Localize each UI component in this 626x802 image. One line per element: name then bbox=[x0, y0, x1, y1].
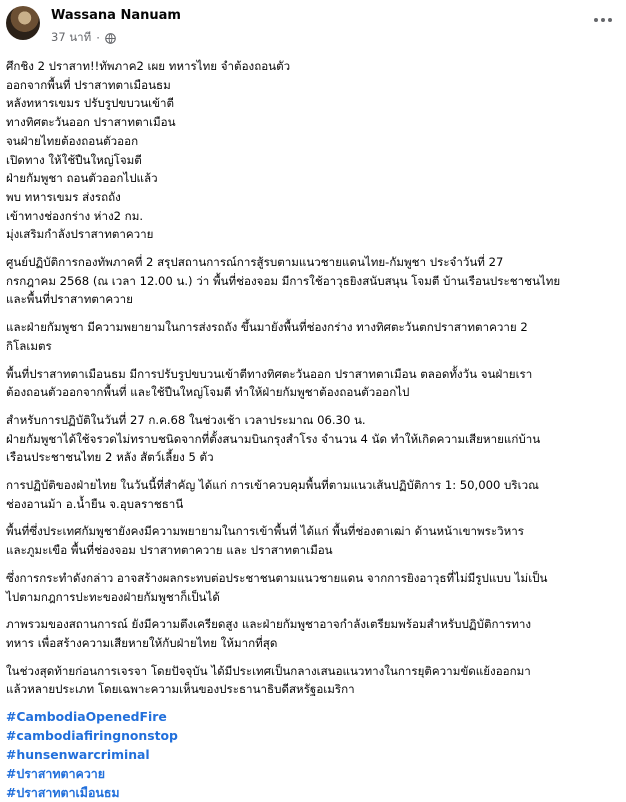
post-headline: ศึกชิง 2 ปราสาท!!ทัพภาค2 เผย ทหารไทย จำต้องถอนตัว ออกจากพื้นที่ ปราสาทตาเมือนธม หลังทหารเขมร ปรับรูปขบวนเข้าตี ทางทิศตะวันออก ปราสาทตาเมือน จนฝ่ายไทยต้องถอนตัวออก เปิดทาง ให้ใช้ปืนใหญ่โจมตี ฝ่ายกัมพูชา ถอนตัวออกไปแล้ว พบ ทหารเขมร ส่งรถถัง เข้าทางช่องกร่าง ห่าง2 กม. มุ่งเสริมกำลังปราสาทตาควาย bbox=[6, 59, 291, 242]
post-body bbox=[6, 57, 618, 802]
post-paragraph: สำหรับการปฏิบัติในวันที่ 27 ก.ค.68 ในช่วงเช้า เวลาประมาณ 06.30 น. ฝ่ายกัมพูชาได้ใช้จรวดไม่ทราบชนิดจากที่ตั้งสนามบินกรุงสำโรง จำนวน 4 นัด ทำให้เกิดความเสียหายแก่บ้าน เรือนประชาชนไทย 2 หลัง สัตว์เลี้ยง 5 ตัว bbox=[6, 412, 541, 465]
hashtag-list bbox=[6, 707, 618, 802]
post-paragraph: พื้นที่ซึ่งประเทศกัมพูชายังคงมีความพยายามในการเข้าพื้นที่ ได้แก่ พื้นที่ช่องตาเฒ่า ด้านหน้าเขาพระวิหาร และภูมะเขือ พื้นที่ช่องจอม ปราสาทตาควาย และ ปราสาทตาเมือน bbox=[6, 524, 524, 558]
hashtag-link[interactable]: #cambodiafiringnonstop bbox=[6, 728, 178, 744]
post-header bbox=[0, 0, 626, 52]
post-paragraph: และฝ่ายกัมพูชา มีความพยายามในการส่งรถถัง ขึ้นมายังพื้นที่ช่องกร่าง ทางทิศตะวันตกปราสาทตาควาย 2 กิโลเมตร bbox=[6, 320, 528, 353]
post-time[interactable]: 37 นาที bbox=[51, 30, 92, 44]
hashtag-link[interactable]: #ปราสาทตาเมือนธม bbox=[6, 785, 120, 801]
more-options-icon[interactable] bbox=[594, 17, 612, 23]
post-paragraph: ภาพรวมของสถานการณ์ ยังมีความตึงเครียดสูง และฝ่ายกัมพูชาอาจกำลังเตรียมพร้อมสำหรับปฏิบัติการทาง ทหาร เพื่อสร้างความเสียหายให้กับฝ่ายไทย ให้มากที่สุด bbox=[6, 617, 532, 650]
post-paragraph: ซึ่งการกระทำดังกล่าว อาจสร้างผลกระทบต่อประชาชนตามแนวชายแดน จากการยิงอาวุธที่ไม่มีรูปแบบ ไม่เป็น ไปตามกฎการปะทะของฝ่ายกัมพูชาก็เป็นได้ bbox=[6, 570, 548, 604]
post-paragraph: ในช่วงสุดท้ายก่อนการเจรจา โดยปัจจุบัน ได้มีประเทศเป็นกลางเสนอแนวทางในการยุติความขัดแย้งออกมา แล้วหลายประเภท โดยเฉพาะความเห็นของประธานาธิบดีสหรัฐอเมริกา bbox=[6, 663, 531, 697]
author-name[interactable]: Wassana Nanuam bbox=[51, 8, 181, 23]
post-paragraph: พื้นที่ปราสาทตาเมือนธม มีการปรับรูปขบวนเข้าตีทางทิศตะวันออก ปราสาทตาเมือน ตลอดทั้งวัน จนฝ่ายเรา ต้องถอนตัวออกจากพื้นที่ และใช้ปืนใหญ่โจมตี ทำให้ฝ่ายกัมพูชาต้องถอนตัวออกไป bbox=[6, 366, 533, 400]
avatar[interactable] bbox=[6, 6, 40, 40]
hashtag-link[interactable]: #hunsenwarcriminal bbox=[6, 747, 150, 763]
post-paragraph: การปฏิบัติของฝ่ายไทย ในวันนี้ที่สำคัญ ได้แก่ การเข้าควบคุมพื้นที่ตามแนวเส้นปฏิบัติการ 1: 50,000 บริเวณ ช่องอานม้า อ.น้ำยืน จ.อุบลราชธานี bbox=[6, 478, 539, 511]
meta-separator: · bbox=[96, 31, 100, 45]
globe-icon[interactable] bbox=[105, 33, 116, 44]
post-paragraph: ศูนย์ปฏิบัติการกองทัพภาคที่ 2 สรุปสถานการณ์การสู้รบตามแนวชายแดนไทย-กัมพูชา ประจำวันที่ 27 กรกฎาคม 2568 (ณ เวลา 12.00 น.) ว่า พื้นที่ช่องจอม มีการใช้อาวุธยิงสนับสนุน โจมตี บ้านเรือนประชาชนไทย และพื้นที่ปราสาทตาควาย bbox=[6, 255, 561, 307]
hashtag-link[interactable]: #ปราสาทตาควาย bbox=[6, 766, 106, 782]
post-meta bbox=[51, 29, 116, 47]
hashtag-link[interactable]: #CambodiaOpenedFire bbox=[6, 709, 167, 725]
